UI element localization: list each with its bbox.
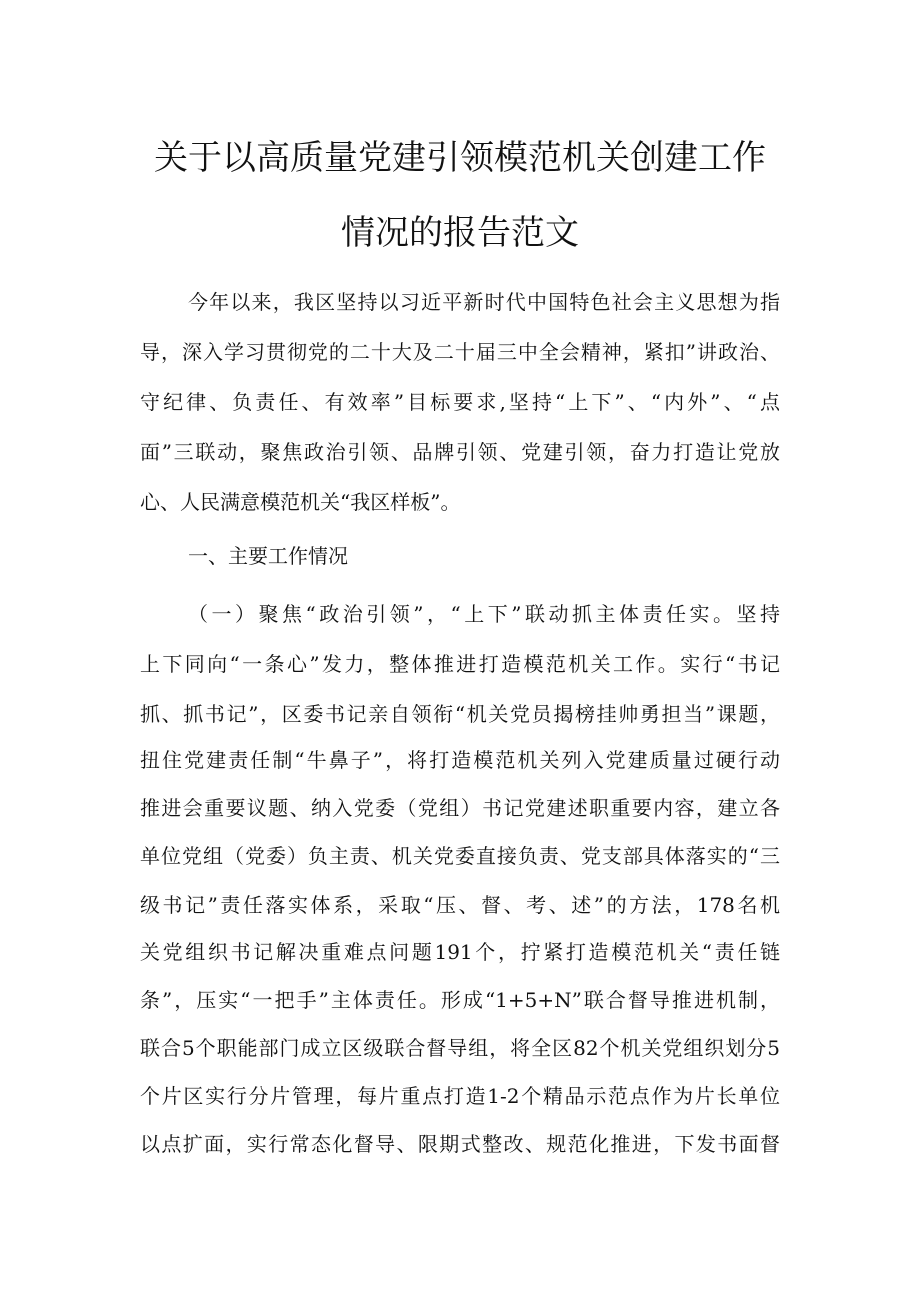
paragraph-3-line-1: （一）聚焦“政治引领”，“上下”联动抓主体责任实。坚持 — [188, 602, 780, 626]
document-title-line-1: 关于以高质量党建引领模范机关创建工作 — [154, 138, 766, 178]
paragraph-3-line-2: 上下同向“一条心”发力，整体推进打造模范机关工作。实行“书记 — [140, 652, 780, 676]
paragraph-1-line-3: 守纪律、负责任、有效率”目标要求,坚持“上下”、“内外”、“点 — [140, 390, 780, 414]
paragraph-3-line-5: 推进会重要议题、纳入党委（党组）书记党建述职重要内容，建立各 — [140, 796, 780, 820]
paragraph-3-line-10: 联合5个职能部门成立区级联合督导组，将全区82个机关党组织划分5 — [140, 1036, 780, 1060]
paragraph-3-line-11: 个片区实行分片管理，每片重点打造1-2个精品示范点作为片长单位 — [140, 1084, 780, 1108]
paragraph-3-line-8: 关党组织书记解决重难点问题191个，拧紧打造模范机关“责任链 — [140, 940, 780, 964]
paragraph-3-line-4: 扭住党建责任制“牛鼻子”，将打造模范机关列入党建质量过硬行动 — [140, 748, 780, 772]
paragraph-3-line-3: 抓、抓书记”，区委书记亲自领衔“机关党员揭榜挂帅勇担当”课题， — [140, 702, 780, 726]
paragraph-1-line-2: 导，深入学习贯彻党的二十大及二十届三中全会精神，紧扣”讲政治、 — [140, 340, 780, 364]
paragraph-1-line-4: 面”三联动，聚焦政治引领、品牌引领、党建引领，奋力打造让党放 — [140, 440, 780, 464]
paragraph-3-line-9: 条”，压实“一把手”主体责任。形成“1+5+N”联合督导推进机制， — [140, 988, 780, 1012]
paragraph-3-line-6: 单位党组（党委）负主责、机关党委直接负责、党支部具体落实的“三 — [140, 844, 780, 868]
section-heading: 一、主要工作情况 — [188, 544, 348, 568]
paragraph-3-line-7: 级书记”责任落实体系，采取“压、督、考、述”的方法，178名机 — [140, 893, 780, 917]
paragraph-3-line-12: 以点扩面，实行常态化督导、限期式整改、规范化推进，下发书面督 — [140, 1132, 780, 1156]
paragraph-1-line-1: 今年以来，我区坚持以习近平新时代中国特色社会主义思想为指 — [188, 290, 780, 314]
paragraph-1-line-5: 心、人民满意模范机关“我区样板”。 — [140, 490, 461, 514]
document-title-line-2: 情况的报告范文 — [341, 213, 579, 253]
